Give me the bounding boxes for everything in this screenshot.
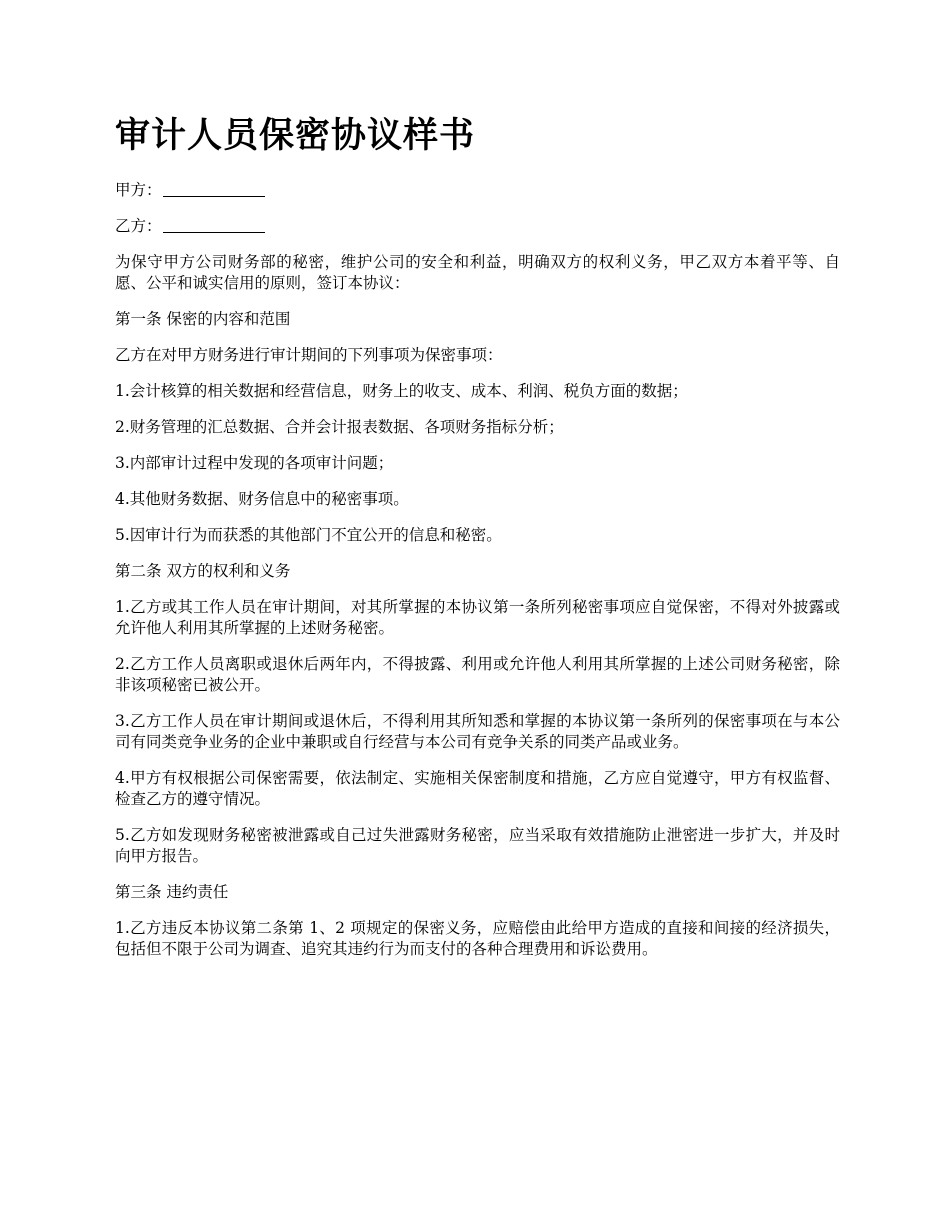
party-b-label: 乙方： [115,217,162,235]
article1-item: 4.其他财务数据、财务信息中的秘密事项。 [115,490,409,508]
article1-item: 1.会计核算的相关数据和经营信息，财务上的收支、成本、利润、税负方面的数据； [115,382,688,400]
party-a-label: 甲方： [115,181,162,199]
article1-heading: 第一条 保密的内容和范围 [115,310,291,328]
party-b-line [115,216,840,237]
article1-item: 2.财务管理的汇总数据、合并会计报表数据、各项财务指标分析； [115,418,564,436]
article2-heading: 第二条 双方的权利和义务 [115,562,291,580]
article1-item: 5.因审计行为而获悉的其他部门不宜公开的信息和秘密。 [115,526,502,544]
article1-lead: 乙方在对甲方财务进行审计期间的下列事项为保密事项： [115,346,503,364]
article1-item: 3.内部审计过程中发现的各项审计问题； [115,454,394,472]
article2-item: 5.乙方如发现财务秘密被泄露或自己过失泄露财务秘密，应当采取有效措施防止泄密进一步扩大，并及时向甲方报告。 [115,826,840,865]
article2-item: 1.乙方或其工作人员在审计期间，对其所掌握的本协议第一条所列秘密事项应自觉保密，不得对外披露或允许他人利用其所掌握的上述财务秘密。 [115,598,840,637]
article2-item: 2.乙方工作人员离职或退休后两年内，不得披露、利用或允许他人利用其所掌握的上述公司财务秘密，除非该项秘密已被公开。 [115,655,840,694]
intro-paragraph: 为保守甲方公司财务部的秘密，维护公司的安全和利益，明确双方的权利义务，甲乙双方本着平等、自愿、公平和诚实信用的原则，签订本协议： [115,253,840,292]
document-page [115,112,840,975]
party-a-blank [163,180,265,197]
article2-item: 4.甲方有权根据公司保密需要，依法制定、实施相关保密制度和措施，乙方应自觉遵守，甲方有权监督、检查乙方的遵守情况。 [115,769,840,808]
party-b-blank [163,216,265,233]
article3-item: 1.乙方违反本协议第二条第 1、2 项规定的保密义务，应赔偿由此给甲方造成的直接和间接的经济损失，包括但不限于公司为调查、追究其违约行为而支付的各种合理费用和诉讼费用。 [115,919,840,958]
party-a-line [115,180,840,201]
article3-heading: 第三条 违约责任 [115,883,229,901]
document-title: 审计人员保密协议样书 [115,116,476,156]
article2-item: 3.乙方工作人员在审计期间或退休后，不得利用其所知悉和掌握的本协议第一条所列的保密事项在与本公司有同类竞争业务的企业中兼职或自行经营与本公司有竞争关系的同类产品或业务。 [115,712,840,751]
